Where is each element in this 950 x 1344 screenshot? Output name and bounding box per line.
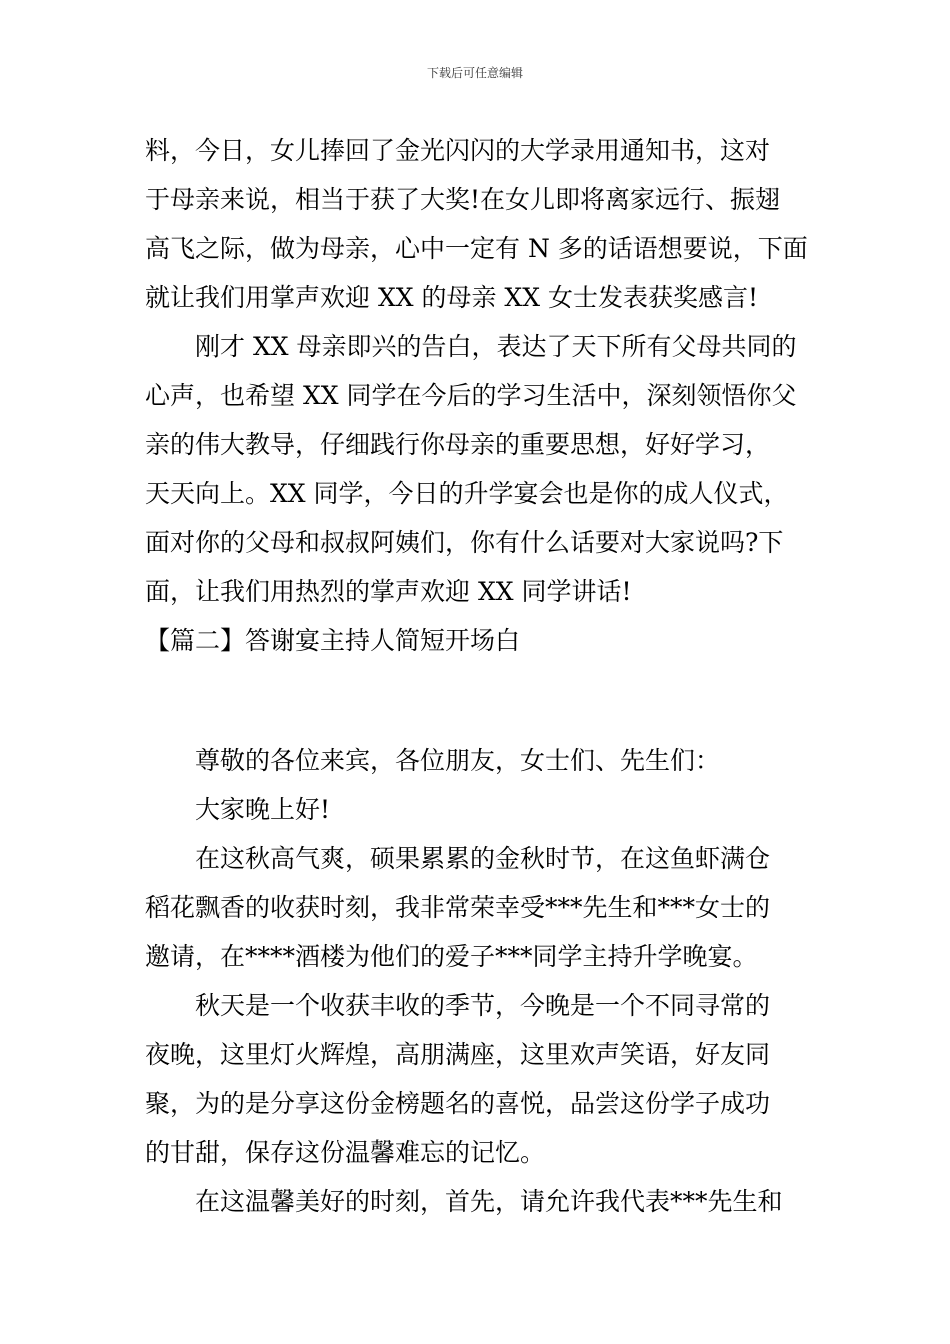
text-line: 亲的伟大教导，仔细践行你母亲的重要思想，好好学习，	[145, 430, 771, 459]
text-line: 邀请，在****酒楼为他们的爱子***同学主持升学晚宴。	[145, 942, 758, 971]
section-title: 【篇二】答谢宴主持人简短开场白	[145, 626, 521, 655]
text-line: 心声，也希望 XX 同学在今后的学习生活中，深刻领悟你父	[145, 381, 797, 410]
paragraph-5	[145, 1177, 810, 1226]
spacer	[145, 665, 810, 736]
text-line: 面对你的父母和叔叔阿姨们，你有什么话要对大家说吗?下	[145, 528, 784, 557]
text-line: 在这温馨美好的时刻，首先，请允许我代表***先生和	[195, 1187, 783, 1216]
paragraph-4	[145, 981, 810, 1177]
text-line: 在这秋高气爽，硕果累累的金秋时节，在这鱼虾满仓	[195, 844, 771, 873]
greeting-line: 大家晚上好!	[195, 795, 331, 824]
text-line: 于母亲来说，相当于获了大奖!在女儿即将离家远行、振翅	[145, 185, 781, 214]
text-line: 的甘甜，保存这份温馨难忘的记忆。	[145, 1138, 546, 1167]
paragraph-1	[145, 126, 810, 322]
text-line: 就让我们用掌声欢迎 XX 的母亲 XX 女士发表获奖感言!	[145, 283, 759, 312]
text-line: 聚，为的是分享这份金榜题名的喜悦，品尝这份学子成功	[145, 1089, 771, 1118]
paragraph-2	[145, 322, 810, 616]
text-line: 稻花飘香的收获时刻，我非常荣幸受***先生和***女士的	[145, 893, 771, 922]
text-line: 天天向上。XX 同学，今日的升学宴会也是你的成人仪式，	[145, 479, 789, 508]
text-line: 刚才 XX 母亲即兴的告白，表达了天下所有父母共同的	[195, 332, 797, 361]
page-header-note: 下载后可任意编辑	[426, 66, 523, 80]
text-line: 秋天是一个收获丰收的季节，今晚是一个不同寻常的	[195, 991, 771, 1020]
text-line: 高飞之际，做为母亲，心中一定有 N 多的话语想要说，下面	[145, 234, 808, 263]
text-line: 夜晚，这里灯火辉煌，高朋满座，这里欢声笑语，好友同	[145, 1040, 771, 1069]
text-line: 面，让我们用热烈的掌声欢迎 XX 同学讲话!	[145, 577, 632, 606]
paragraph-3	[145, 834, 810, 981]
document-body	[145, 126, 810, 1226]
salutation: 尊敬的各位来宾，各位朋友，女士们、先生们：	[195, 746, 721, 775]
text-line: 料，今日，女儿捧回了金光闪闪的大学录用通知书，这对	[145, 136, 771, 165]
